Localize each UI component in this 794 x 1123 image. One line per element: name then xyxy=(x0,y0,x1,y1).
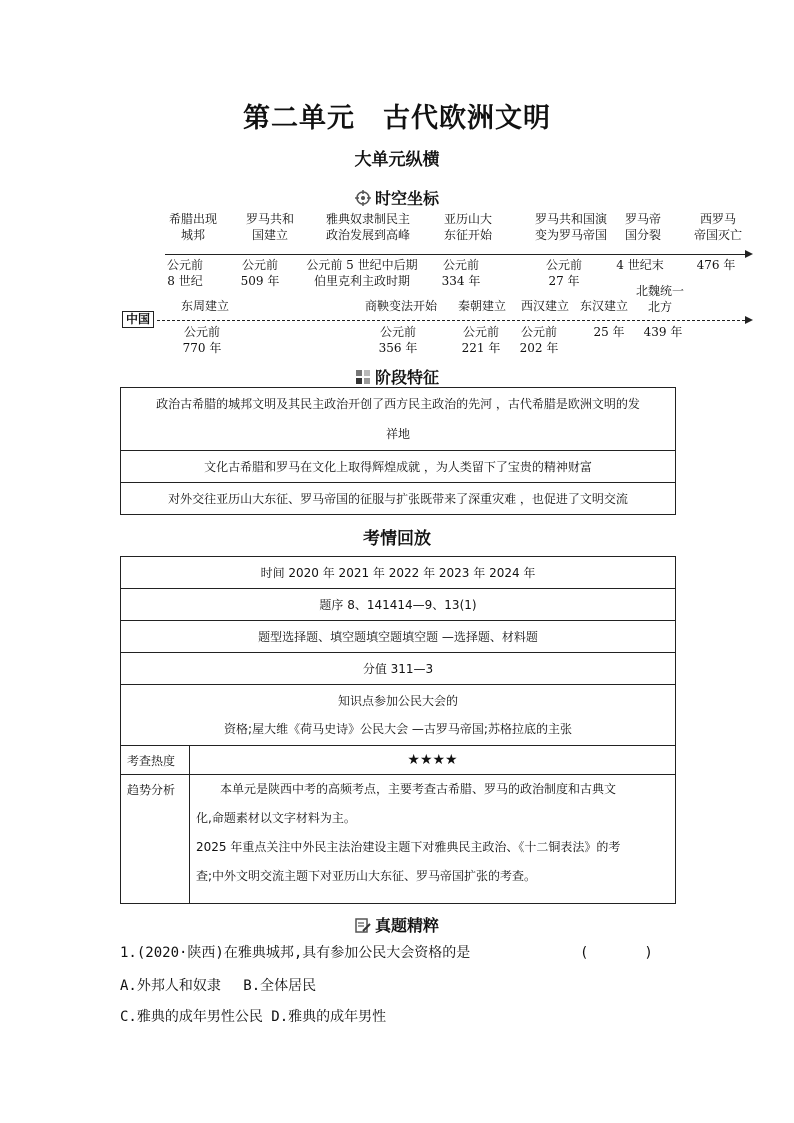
feature-row xyxy=(121,388,676,451)
europe-timeline-axis xyxy=(165,254,747,255)
section-timeline-title: 时空坐标 xyxy=(374,189,439,208)
page-title: 第二单元 古代欧洲文明 xyxy=(243,103,551,134)
section-exam-title: 考情回放 xyxy=(363,529,431,549)
feature-field: 对外交往 xyxy=(168,492,217,506)
edit-note-icon xyxy=(355,917,371,933)
exam-row xyxy=(121,621,676,653)
exam-score-cell: 分值 311—3 xyxy=(121,653,676,685)
feature-cell xyxy=(121,451,676,483)
section-questions-heading xyxy=(0,913,794,936)
answer-blank[interactable]: ( ) xyxy=(580,945,653,961)
section-features-title: 阶段特征 xyxy=(374,368,439,387)
europe-event-label: 雅典奴隶制民主 政治发展到高峰 xyxy=(325,212,411,242)
exam-row xyxy=(121,775,676,904)
europe-event-date: 4 世纪末 xyxy=(616,258,664,272)
china-label: 中国 xyxy=(122,311,154,328)
europe-event-label: 罗马共和 国建立 xyxy=(245,212,295,242)
china-event-date: 25 年 xyxy=(593,325,625,339)
question-options-line2[interactable]: C.雅典的成年男性公民 D.雅典的成年男性 xyxy=(120,1009,387,1025)
feature-field: 文化 xyxy=(204,460,229,474)
china-event-label: 东汉建立 xyxy=(579,299,629,313)
exam-row xyxy=(121,685,676,746)
question-options-line1[interactable]: A.外邦人和奴隶 B.全体居民 xyxy=(120,978,317,994)
exam-row xyxy=(121,557,676,589)
china-event-label: 北魏统一 北方 xyxy=(635,284,685,314)
exam-row xyxy=(121,653,676,685)
heat-stars: ★★★★ xyxy=(190,746,676,775)
page-subtitle: 大单元纵横 xyxy=(354,150,440,170)
exam-knowledge-line1: 知识点参加公民大会的 xyxy=(337,694,458,708)
features-table xyxy=(120,387,676,515)
europe-axis-arrow xyxy=(745,250,753,258)
china-event-label: 西汉建立 xyxy=(520,299,570,313)
exam-row xyxy=(121,746,676,775)
feature-text: 亚历山大东征、罗马帝国的征服与扩张既带来了深重灾难 ，也促进了文明交流 xyxy=(216,492,628,506)
feature-field: 政治 xyxy=(156,397,181,411)
china-event-date: 公元前 770 年 xyxy=(182,325,222,355)
timeline xyxy=(0,0,794,360)
europe-event-label: 亚历山大 东征开始 xyxy=(443,212,493,242)
exam-table xyxy=(120,556,676,904)
heat-label: 考查热度 xyxy=(121,746,190,775)
exam-knowledge-line2: 资格;屋大维《荷马史诗》公民大会 —古罗马帝国;苏格拉底的主张 xyxy=(224,722,572,736)
trend-paragraph-1a: 本单元是陕西中考的高频考点，主要考查古希腊、罗马的政治制度和古典文 xyxy=(220,782,617,796)
exam-knowledge-cell xyxy=(121,685,676,746)
feature-text-cont: 祥地 xyxy=(385,427,410,441)
question-stem: 1.(2020·陕西)在雅典城邦,具有参加公民大会资格的是 xyxy=(120,945,471,961)
europe-event-label: 希腊出现 城邦 xyxy=(168,212,218,242)
feature-text: 古希腊的城邦文明及其民主政治开创了西方民主政治的先河 ，古代希腊是欧洲文明的发 xyxy=(180,397,640,411)
trend-paragraph-2b: 查;中外文明交流主题下对亚历山大东征、罗马帝国扩张的考查。 xyxy=(196,869,537,883)
europe-event-date: 公元前 8 世纪 xyxy=(166,258,204,288)
section-questions-title: 真题精粹 xyxy=(374,916,439,935)
feature-cell xyxy=(121,483,676,515)
europe-event-date: 公元前 509 年 xyxy=(240,258,280,288)
section-features-heading xyxy=(0,365,794,388)
feature-cell xyxy=(121,388,676,451)
china-event-date: 公元前 356 年 xyxy=(378,325,418,355)
china-event-date: 公元前 202 年 xyxy=(519,325,559,355)
europe-event-label: 罗马共和国演 变为罗马帝国 xyxy=(534,212,608,242)
europe-event-date: 公元前 27 年 xyxy=(545,258,583,288)
trend-paragraph-1b: 化,命题素材以文字材料为主。 xyxy=(196,811,356,825)
feature-row xyxy=(121,483,676,515)
china-event-label: 秦朝建立 xyxy=(457,299,507,313)
china-event-date: 439 年 xyxy=(643,325,683,339)
europe-event-date: 公元前 5 世纪中后期 伯里克利主政时期 xyxy=(306,258,418,288)
europe-event-label: 罗马帝 国分裂 xyxy=(624,212,662,242)
exam-row xyxy=(121,589,676,621)
feature-text: 古希腊和罗马在文化上取得辉煌成就 ，为人类留下了宝贵的精神财富 xyxy=(228,460,592,474)
china-event-date: 公元前 221 年 xyxy=(461,325,501,355)
china-axis-arrow xyxy=(745,316,753,324)
china-timeline-axis xyxy=(157,320,745,321)
trend-paragraph-2a: 2025 年重点关注中外民主法治建设主题下对雅典民主政治、《十二铜表法》的考 xyxy=(196,840,621,854)
china-event-label: 东周建立 xyxy=(180,299,230,313)
europe-event-date: 476 年 xyxy=(696,258,736,272)
europe-event-label: 西罗马 帝国灭亡 xyxy=(693,212,743,242)
trend-label: 趋势分析 xyxy=(121,775,190,904)
exam-order-cell: 题序 8、141414—9、13(1) xyxy=(121,589,676,621)
feature-row xyxy=(121,451,676,483)
china-event-label: 商鞅变法开始 xyxy=(364,299,438,313)
exam-type-cell: 题型选择题、填空题填空题填空题 —选择题、材料题 xyxy=(121,621,676,653)
exam-time-cell: 时间 2020 年 2021 年 2022 年 2023 年 2024 年 xyxy=(121,557,676,589)
blocks-icon xyxy=(355,369,371,385)
section-exam-heading xyxy=(0,524,794,549)
trend-analysis xyxy=(190,775,676,904)
europe-event-date: 公元前 334 年 xyxy=(441,258,481,288)
